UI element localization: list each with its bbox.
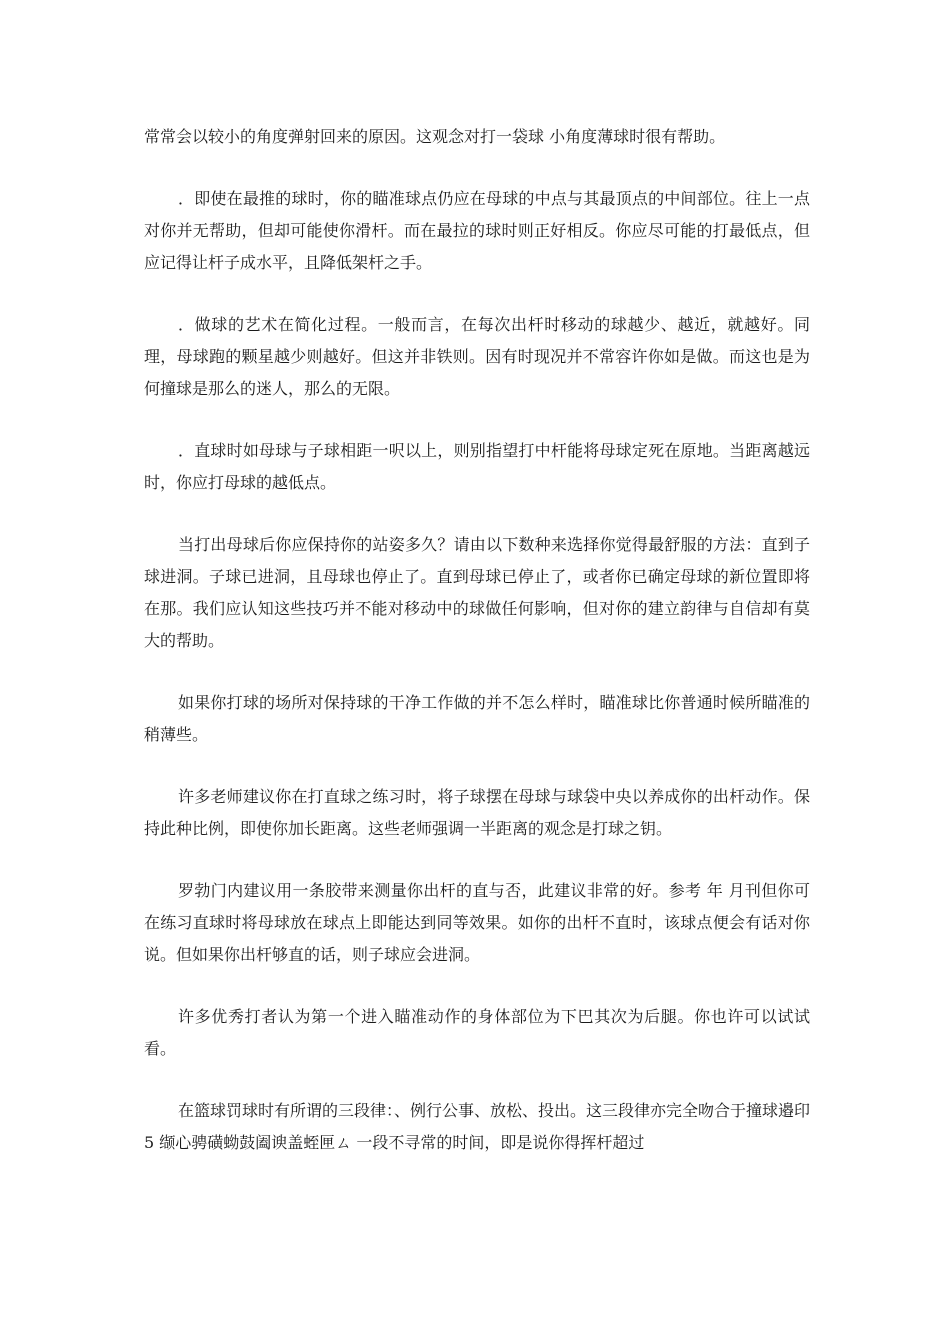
paragraph-1: 常常会以较小的角度弹射回来的原因。这观念对打一袋球 小角度薄球时很有帮助。 [144, 127, 726, 146]
paragraph-2: ．即使在最推的球时，你的瞄准球点仍应在母球的中点与其最顶点的中间部位。往上一点对你并无帮助，但却可能使你滑杆。而在最拉的球时则正好相反。你应尽可能的打最低点，但应记得让杆子成水平，且降低架杆之手。 [144, 189, 810, 272]
paragraph-4: ．直球时如母球与子球相距一呎以上，则别指望打中杆能将母球定死在原地。当距离越远时，你应打母球的越低点。 [144, 441, 810, 492]
paragraph-3: ．做球的艺术在简化过程。一般而言，在每次出杆时移动的球越少、越近，就越好。同理，母球跑的颗星越少则越好。但这并非铁则。因有时现况并不常容许你如是做。而这也是为何撞球是那么的迷人，那么的无限。 [144, 315, 810, 398]
paragraph-6: 如果你打球的场所对保持球的干净工作做的并不怎么样时，瞄准球比你普通时候所瞄准的稍薄些。 [144, 693, 810, 744]
paragraph-5: 当打出母球后你应保持你的站姿多久？请由以下数种来选择你觉得最舒服的方法：直到子球进洞。子球已进洞，且母球也停止了。直到母球已停止了，或者你已确定母球的新位置即将在那。我们应认知这些技巧并不能对移动中的球做任何影响，但对你的建立韵律与自信却有莫大的帮助。 [144, 535, 810, 650]
paragraph-8: 罗勃门内建议用一条胶带来测量你出杆的直与否，此建议非常的好。参考 年 月刊但你可在练习直球时将母球放在球点上即能达到同等效果。如你的出杆不直时，该球点便会有话对你说。但如果你出杆够直的话，则子球应会进洞。 [144, 881, 810, 964]
document-body [144, 121, 810, 1159]
paragraph-7: 许多老师建议你在打直球之练习时，将子球摆在母球与球袋中央以养成你的出杆动作。保持此种比例，即使你加长距离。这些老师强调一半距离的观念是打球之钥。 [144, 787, 810, 838]
paragraph-9: 许多优秀打者认为第一个进入瞄准动作的身体部位为下巴其次为后腿。你也许可以试试看。 [144, 1007, 810, 1058]
paragraph-10: 在篮球罚球时有所谓的三段律：、例行公事、放松、投出。这三段律亦完全吻合于撞球邉印5 缬心骋磺蚴鼓阖谀盖蛭匣ㄙ 一段不寻常的时间，即是说你得挥杆超过 [144, 1101, 811, 1152]
